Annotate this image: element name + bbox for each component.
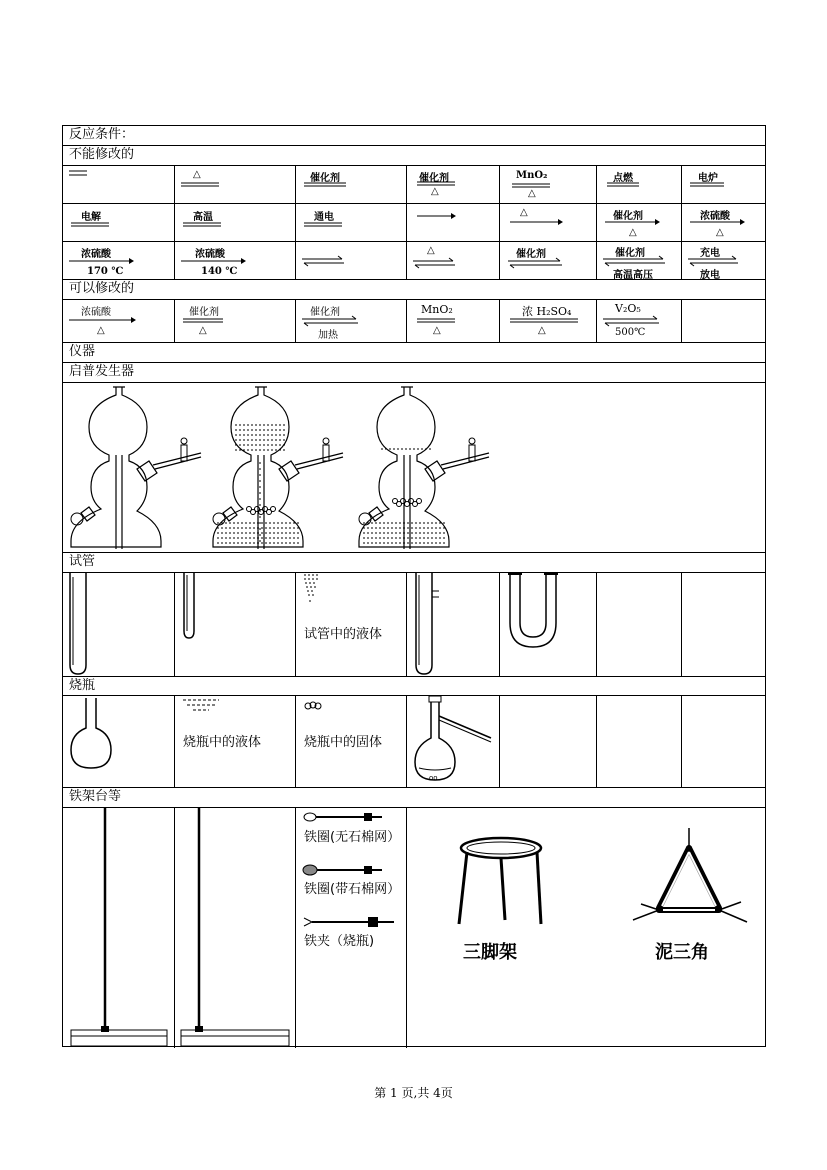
- condition-label: 充电: [700, 248, 720, 259]
- ring-gauze-label: 铁圈(带石棉网）: [304, 882, 401, 897]
- cell: [407, 300, 500, 342]
- conditions-row-1: [63, 166, 765, 204]
- section-instruments: [63, 343, 765, 363]
- cell: [682, 204, 767, 241]
- iron-ring-icon: [302, 812, 402, 822]
- cell: [682, 573, 767, 676]
- side-arm-test-tube: [413, 573, 443, 677]
- section-title: 仪器: [69, 344, 96, 359]
- cell: [500, 573, 597, 676]
- condition-label: △: [193, 169, 201, 180]
- tube-liquid-label: 试管中的液体: [304, 627, 383, 642]
- condition-sublabel: △: [538, 325, 546, 336]
- cell: [175, 166, 296, 203]
- section-kipp: [63, 363, 765, 383]
- section-can-modify: [63, 280, 765, 300]
- condition-label: 浓硫酸: [195, 249, 225, 260]
- liquid-icon: [304, 573, 324, 607]
- section-iron-stand: [63, 788, 765, 808]
- conditions-row-3: [63, 242, 765, 280]
- test-tube-small: [181, 573, 201, 643]
- cell: [296, 573, 407, 676]
- iron-stand: [175, 808, 296, 1048]
- solid-granules-icon: [304, 700, 324, 712]
- section-reaction-conditions: [63, 126, 765, 146]
- iron-ring-gauze-icon: [302, 864, 402, 876]
- section-test-tube: [63, 553, 765, 573]
- condition-label: 催化剂: [419, 173, 449, 184]
- condition-label: △: [520, 207, 528, 218]
- cell: [500, 204, 597, 241]
- cell: [296, 696, 407, 787]
- cell: [175, 808, 296, 1048]
- equilibrium-arrows: [508, 258, 564, 268]
- test-tube-row: [63, 573, 765, 677]
- condition-label: 高温: [193, 212, 213, 223]
- iron-stand: [63, 808, 175, 1048]
- cell: [682, 300, 767, 342]
- cell: [597, 573, 682, 676]
- cell: [63, 242, 175, 279]
- condition-label: 浓硫酸: [81, 249, 111, 260]
- condition-label: △: [427, 245, 435, 256]
- arrow: [181, 257, 247, 265]
- condition-label: MnO₂: [516, 170, 548, 181]
- condition-sublabel: △: [716, 227, 724, 238]
- page-footer: 第 1 页,共 4页: [374, 1086, 453, 1100]
- document-table: [62, 125, 766, 1047]
- cell: [407, 204, 500, 241]
- kipp-generator-running: [209, 383, 359, 553]
- cell: [175, 242, 296, 279]
- condition-label: 催化剂: [189, 307, 219, 318]
- iron-clamp-icon: [302, 916, 402, 928]
- kipp-generator-empty: [67, 383, 217, 553]
- u-tube: [508, 573, 568, 653]
- modifiable-row: [63, 300, 765, 343]
- clay-triangle-caption: 泥三角: [655, 942, 709, 963]
- section-title: 烧瓶: [69, 678, 96, 693]
- equilibrium-arrows: [688, 256, 740, 266]
- cell: [682, 166, 767, 203]
- condition-sublabel: △: [433, 325, 441, 336]
- section-title: 不能修改的: [69, 147, 135, 162]
- cell: [175, 204, 296, 241]
- condition-sublabel: △: [431, 186, 439, 197]
- cell: [407, 808, 767, 1048]
- condition-label: 浓硫酸: [81, 307, 111, 318]
- equilibrium-arrows: [603, 256, 667, 266]
- condition-label: V₂O₅: [615, 302, 641, 315]
- cell: [682, 696, 767, 787]
- section-title: 试管: [69, 554, 96, 569]
- cell: [597, 300, 682, 342]
- cell: [597, 204, 682, 241]
- condition-label: 电解: [81, 212, 101, 223]
- condition-label: 催化剂: [310, 173, 340, 184]
- test-tube-large: [67, 573, 91, 677]
- flask-solid-label: 烧瓶中的固体: [304, 735, 383, 750]
- arrow: [605, 218, 661, 226]
- condition-label: 浓 H₂SO₄: [522, 305, 572, 318]
- equilibrium-arrows: [413, 258, 457, 268]
- condition-sublabel: 加热: [318, 330, 338, 341]
- cell: [500, 300, 597, 342]
- clamp-label: 铁夹（烧瓶): [304, 934, 375, 949]
- clay-triangle-image: [629, 828, 759, 938]
- kipp-row: [63, 383, 765, 553]
- section-title: 可以修改的: [69, 281, 135, 296]
- condition-sublabel: 170 ℃: [87, 266, 124, 277]
- arrow: [69, 316, 137, 324]
- section-title: 反应条件：: [69, 127, 135, 142]
- cell: [407, 696, 500, 787]
- tripod-caption: 三脚架: [463, 942, 517, 963]
- section-title: 启普发生器: [69, 364, 135, 379]
- arrow: [69, 257, 135, 265]
- cell: [63, 300, 175, 342]
- liquid-icon: [183, 698, 223, 716]
- cell: [597, 166, 682, 203]
- cell: [296, 808, 407, 1048]
- equilibrium-arrows: [302, 316, 360, 326]
- condition-sublabel: △: [97, 325, 105, 336]
- cell: [407, 242, 500, 279]
- condition-sublabel: △: [528, 188, 536, 199]
- cell: [597, 696, 682, 787]
- cell: [296, 300, 407, 342]
- cell: [63, 808, 175, 1048]
- section-cannot-modify: [63, 146, 765, 166]
- ring-no-gauze-label: 铁圈(无石棉网）: [304, 830, 401, 845]
- cell: [175, 573, 296, 676]
- equilibrium-arrows: [603, 316, 661, 326]
- cell: [63, 166, 175, 203]
- iron-stand-row: [63, 808, 765, 1048]
- condition-sublabel: 140 ℃: [201, 266, 238, 277]
- cell: [597, 242, 682, 279]
- tripod-image: [457, 828, 547, 928]
- cell: [175, 696, 296, 787]
- cell: [500, 696, 597, 787]
- cell: [296, 166, 407, 203]
- cell: [682, 242, 767, 279]
- condition-sublabel: △: [629, 227, 637, 238]
- condition-sublabel: 高温高压: [613, 270, 653, 281]
- flask-liquid-label: 烧瓶中的液体: [183, 735, 262, 750]
- arrow: [510, 218, 564, 226]
- condition-label: 通电: [314, 212, 334, 223]
- cell: [63, 696, 175, 787]
- condition-label: 催化剂: [516, 249, 546, 260]
- condition-label: 浓硫酸: [700, 211, 730, 222]
- round-bottom-flask: [68, 698, 118, 778]
- condition-label: 点燃: [613, 173, 633, 184]
- section-flask: [63, 677, 765, 696]
- condition-label: 催化剂: [613, 211, 643, 222]
- condition-label: 催化剂: [615, 248, 645, 259]
- cell: [296, 242, 407, 279]
- condition-label: MnO₂: [421, 303, 453, 316]
- condition-label: 电炉: [698, 173, 718, 184]
- condition-label: 催化剂: [310, 307, 340, 318]
- kipp-generator-stopped: [355, 383, 505, 553]
- equilibrium-arrows: [302, 256, 346, 266]
- cell: [296, 204, 407, 241]
- section-title: 铁架台等: [69, 789, 122, 804]
- distillation-flask: [411, 696, 495, 786]
- cell: [175, 300, 296, 342]
- conditions-row-2: [63, 204, 765, 242]
- equal-sign: [69, 170, 89, 178]
- cell: [63, 204, 175, 241]
- arrow: [417, 212, 457, 220]
- flask-row: [63, 696, 765, 788]
- cell: [63, 573, 175, 676]
- svg-text:oo: oo: [429, 774, 438, 782]
- condition-sublabel: 500℃: [615, 327, 646, 338]
- condition-sublabel: △: [199, 325, 207, 336]
- cell: [500, 166, 597, 203]
- condition-sublabel: 放电: [700, 270, 720, 281]
- cell: [407, 166, 500, 203]
- cell: [500, 242, 597, 279]
- arrow: [690, 218, 746, 226]
- cell: [407, 573, 500, 676]
